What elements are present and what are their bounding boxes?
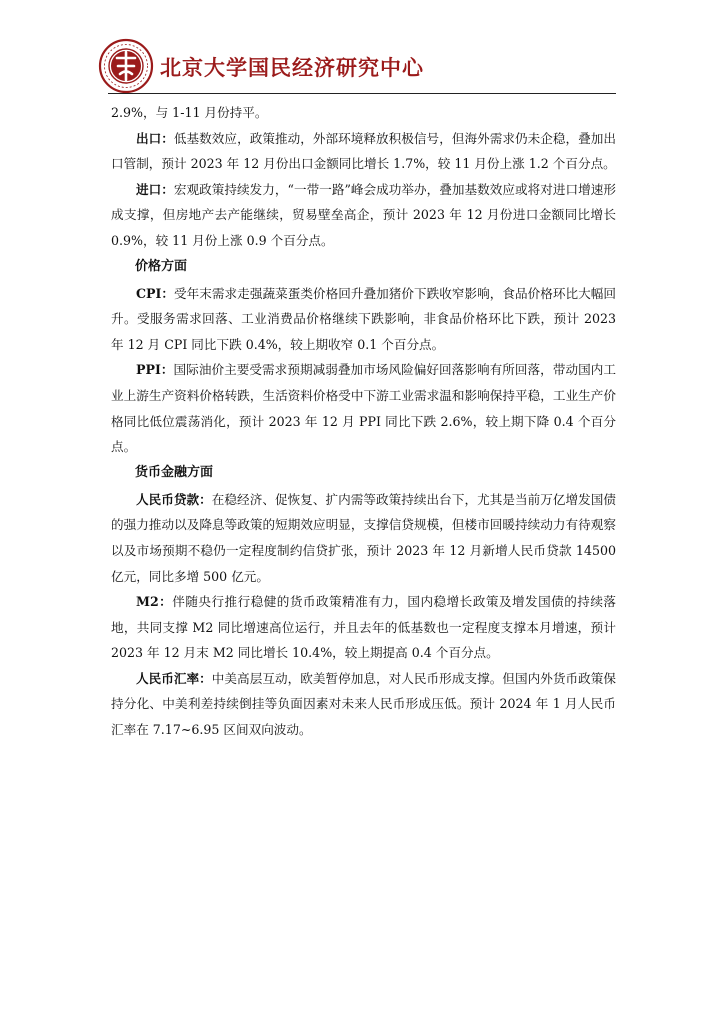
section-heading-money: 货币金融方面 [135, 464, 214, 480]
paragraph-import [111, 177, 616, 254]
lead-fx: 人民币汇率： [136, 670, 212, 686]
text-import: 宏观政策持续发力，“一带一路”峰会成功举办，叠加基数效应或将对进口增速形成支撑，但房地产去产能继续，贸易壁垒高企，预计 2023 年 12 月份进口金额同比增长 0.9%，较 11 月份上涨 0.9 个百分点。 [111, 181, 616, 248]
lead-m2: M2： [136, 594, 173, 610]
text-rmb-loans: 在稳经济、促恢复、扩内需等政策持续出台下，尤其是当前万亿增发国债的强力推动以及降息等政策的短期效应明显，支撑信贷规模，但楼市回暖持续动力有待观察以及市场预期不稳仍一定程度制约信贷扩张，预计 2023 年 12 月新增人民币贷款 14500 亿元，同比多增 500 亿元。 [111, 491, 617, 584]
lead-ppi: PPI： [136, 362, 174, 378]
lead-import: 进口： [136, 181, 174, 197]
report-body [111, 100, 616, 743]
institution-name: 北京大学国民经济研究中心 [160, 55, 424, 80]
lead-rmb-loans: 人民币贷款： [136, 491, 212, 507]
header [98, 38, 618, 94]
paragraph-ppi [111, 357, 616, 459]
lead-export: 出口： [136, 130, 174, 146]
paragraph-m2 [111, 589, 616, 666]
paragraph-rmb-loans [111, 487, 616, 589]
header-divider [108, 93, 616, 94]
paragraph-fx [111, 666, 616, 743]
paragraph-cpi [111, 281, 616, 358]
text-m2: 伴随央行推行稳健的货币政策精准有力，国内稳增长政策及增发国债的持续落地，共同支撑 M2 同比增速高位运行，并且去年的低基数也一定程度支撑本月增速，预计 2023 年 12 月末 M2 同比增长 10.4%，较上期提高 0.4 个百分点。 [111, 594, 616, 661]
section-heading-price: 价格方面 [135, 258, 188, 274]
text-export: 低基数效应，政策推动，外部环境释放积极信号，但海外需求仍未企稳，叠加出口管制，预计 2023 年 12 月份出口金额同比增长 1.7%，较 11 月份上涨 1.2 个百分点。 [111, 130, 617, 172]
text-ppi: 国际油价主要受需求预期减弱叠加市场风险偏好回落影响有所回落，带动国内工业上游生产资料价格转跌，生活资料价格受中下游工业需求温和影响保持平稳，工业生产价格同比低位震荡消化，预计 2023 年 12 月 PPI 同比下跌 2.6%，较上期下降 0.4 个百分点。 [111, 362, 616, 455]
text-fx: 中美高层互动，欧美暂停加息，对人民币形成支撑。但国内外货币政策保持分化、中美利差持续倒挂等负面因素对未来人民币形成压低。预计 2024 年 1 月人民币汇率在 7.17~6.95 区间双向波动。 [111, 670, 617, 738]
lead-cpi: CPI： [136, 285, 175, 301]
paragraph-continuation: 2.9%，与 1-11 月份持平。 [111, 105, 268, 120]
text-cpi: 受年末需求走强蔬菜蛋类价格回升叠加猪价下跌收窄影响，食品价格环比大幅回升。受服务需求回落、工业消费品价格继续下跌影响，非食品价格环比下跌，预计 2023 年 12 月 CPI 同比下跌 0.4%，较上期收窄 0.1 个百分点。 [111, 285, 616, 352]
paragraph-export [111, 126, 616, 177]
pku-logo [98, 38, 154, 94]
